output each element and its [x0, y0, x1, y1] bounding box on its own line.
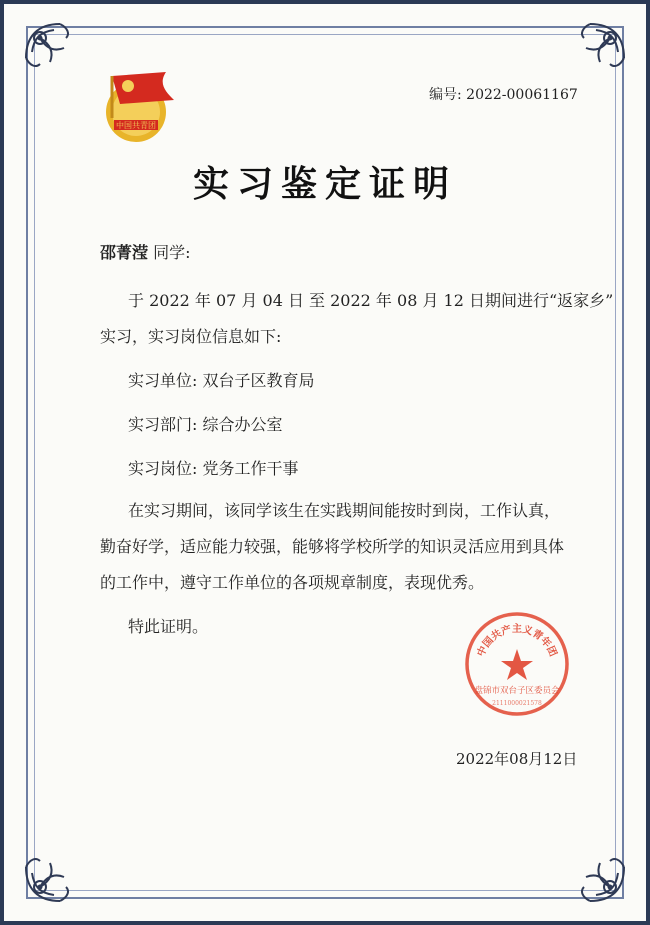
corner-ornament-icon: [560, 18, 630, 88]
stamp-number: 2111000021578: [492, 700, 542, 707]
serial-number: 编号: 2022-00061167: [429, 87, 578, 103]
body-line-1: 于 2022 年 07 月 04 日 至 2022 年 08 月 12 日期间进行“返家乡”: [128, 291, 614, 310]
official-stamp-icon: [462, 609, 572, 719]
corner-ornament-icon: [20, 18, 90, 88]
evaluation-line-3: 的工作中，遵守工作单位的各项规章制度，表现优秀。: [100, 573, 485, 592]
salutation-suffix: 同学:: [153, 243, 191, 262]
internship-post: 实习岗位: 党务工作干事: [128, 459, 299, 478]
body-line-2: 实习，实习岗位信息如下:: [100, 327, 282, 346]
stamp-bottom-text: 盘锦市双台子区委员会: [474, 686, 560, 696]
stamp-top-text: 中国共产主义青年团: [475, 624, 559, 659]
internship-unit: 实习单位: 双台子区教育局: [128, 371, 315, 390]
student-name: 邵菁滢: [100, 243, 149, 262]
issue-date: 2022年08月12日: [456, 750, 578, 768]
emblem-text: 中国共青团: [116, 121, 156, 130]
evaluation-line-2: 勤奋好学，适应能力较强，能够将学校所学的知识灵活应用到具体: [100, 537, 565, 556]
corner-ornament-icon: [20, 837, 90, 907]
page-title: 实习鉴定证明: [192, 163, 457, 205]
internship-department: 实习部门: 综合办公室: [128, 415, 283, 434]
youth-league-emblem-icon: [96, 62, 180, 146]
salutation: [100, 240, 191, 263]
evaluation-line-1: 在实习期间，该同学该生在实践期间能按时到岗，工作认真，: [128, 501, 561, 520]
corner-ornament-icon: [560, 837, 630, 907]
certificate-page: [4, 4, 646, 921]
closing-statement: 特此证明。: [128, 617, 209, 636]
